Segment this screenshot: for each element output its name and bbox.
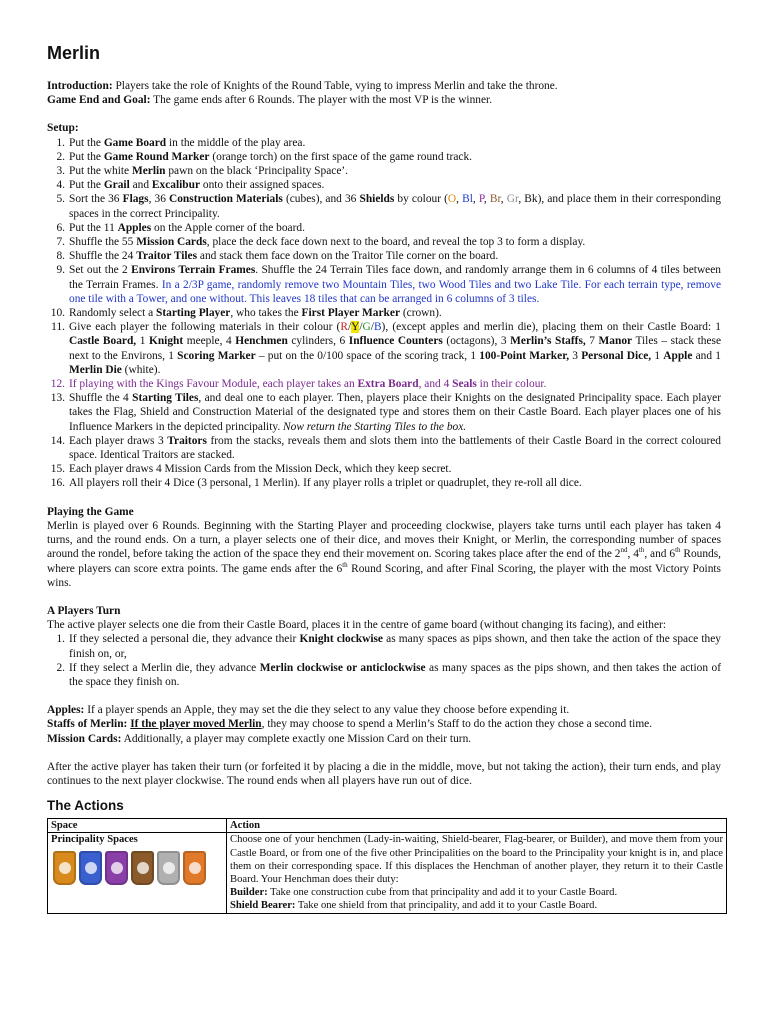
principality-spaces-label: Principality Spaces: [51, 834, 138, 846]
goal-text: The game ends after 6 Rounds. The player with the most VP is the winner.: [150, 94, 493, 107]
principality-banner-icon: [131, 851, 154, 885]
turn-option: 1. If they selected a personal die, they advance their Knight clockwise as many spaces as pips shown, and then take the action of the space they finish on, or,: [56, 633, 721, 660]
setup-list: [47, 136, 721, 491]
turn-end-paragraph: After the active player has taken their turn (or forfeited it by placing a die in the middle, move, but not taking the action), their turn ends, and play continues to the next player clockwise. The round ends when all players have run out of dice.: [47, 760, 721, 787]
intro-line: [47, 79, 721, 93]
setup-step: 7. Shuffle the 55 Mission Cards, place the deck face down next to the board, and reveal the top 3 to form a display.: [56, 236, 586, 249]
mission-cards-rule: Mission Cards: Additionally, a player may complete exactly one Mission Card on their turn.: [47, 732, 472, 745]
goal-label: Game End and Goal:: [47, 94, 151, 107]
color-code-blue: B: [373, 321, 382, 334]
setup-step: 14. Each player draws 3 Traitors from the stacks, reveals them and slots them into the battlements of their Castle Board in the correct coloured space. Identical Traitors are stacked.: [50, 434, 722, 462]
principality-banner-icon: [157, 851, 180, 885]
principality-banners-image: [51, 851, 223, 885]
principality-banner-icon: [105, 851, 128, 885]
setup-step: 5. Sort the 36 Flags, 36 Construction Materials (cubes), and 36 Shields by colour (O, Bl, P, Br, Gr, Bk), and place them in their corresponding spaces in the correct Principality.: [56, 193, 721, 220]
setup-step: 2. Put the Game Round Marker (orange torch) on the first space of the game round track.: [56, 150, 472, 163]
setup-step-kings-favour: 12. If playing with the Kings Favour Module, each player takes an Extra Board, and 4 Seals in their colour.: [50, 378, 547, 391]
actions-table: [47, 818, 727, 913]
principality-banner-icon: [183, 851, 206, 885]
color-code-yellow: Y: [351, 321, 360, 334]
setup-step: 10. Randomly select a Starting Player, who takes the First Player Marker (crown).: [50, 307, 442, 320]
table-row: [48, 833, 727, 913]
setup-heading: Setup:: [47, 122, 79, 135]
document-content: [47, 42, 721, 914]
setup-step: 4. Put the Grail and Excalibur onto their assigned spaces.: [56, 179, 325, 192]
setup-step: 13. Shuffle the 4 Starting Tiles, and deal one to each player. Then, players place their Knights on the designated Principality space. Each player takes the Flag, Shield and Construction Material of the designated type and stores them on their Castle Board. Each player places one of his Influence Markers in the depicted principality. Now return the Starting Tiles to the box.: [50, 392, 722, 433]
playing-heading: Playing the Game: [47, 505, 134, 518]
principality-action-cell: Choose one of your henchmen (Lady-in-waiting, Shield-bearer, Flag-bearer, or Builder), and move them from your Castle Board, or from one of the five other Principalities on the board to the Principality your knight is in, and place them on their corresponding space. If this displaces the Henchman of another player, they return it to their Castle Board. Your Henchman does their duty: Builder: Take one construction cube from that principality and add it to your Castle Board. Shield Bearer: Take one shield from that principality, and add it to your Castle Board.: [227, 833, 727, 913]
turn-options-list: [47, 632, 721, 689]
setup-step: 11. Give each player the following materials in their colour (R/Y/G/B), (except apples and merlin die), placing them on their Castle Board: 1 Castle Board, 1 Knight meeple, 4 Henchmen cylinders, 6 Influence Counters (octagons), 3 Merlin’s Staffs, 7 Manor Tiles – stack these next to the Environs, 1 Scoring Marker – put on the 0/100 space of the scoring track, 1 100-Point Marker, 3 Personal Dice, 1 Apple and 1 Merlin Die (white).: [51, 321, 721, 376]
principality-banner-icon: [53, 851, 76, 885]
turn-option: 2. If they select a Merlin die, they advance Merlin clockwise or anticlockwise as many spaces as the pips shown, and then takes the action of the space they finish on.: [56, 661, 721, 688]
color-code-blue: Bl: [462, 193, 473, 206]
color-code-brown: Br: [489, 193, 501, 206]
principality-action-text: Choose one of your henchmen (Lady-in-waiting, Shield-bearer, Flag-bearer, or Builder), and move them from your Castle Board, or from one of the five other Principalities on the board to the Principality your knight is in, and place them on their corresponding space. If this displaces the Henchman of another player, they return it to their Castle Board. Your Henchman does their duty:: [230, 834, 723, 885]
page-title: Merlin: [47, 43, 101, 63]
apples-rule: Apples: If a player spends an Apple, they may set the die they select to any value they choose before expending it.: [47, 704, 570, 717]
color-code-grey: Gr: [506, 193, 519, 206]
setup-step: 16. All players roll their 4 Dice (3 personal, 1 Merlin). If any player rolls a triplet or quadruplet, they re-roll all dice.: [50, 477, 582, 490]
goal-line: [47, 93, 721, 107]
turn-heading: A Players Turn: [47, 604, 121, 617]
turn-intro: The active player selects one die from their Castle Board, places it in the centre of game board (without changing its facing), and either:: [47, 619, 666, 632]
principality-banner-icon: [79, 851, 102, 885]
column-header-space: Space: [48, 819, 227, 833]
setup-step: 1. Put the Game Board in the middle of the play area.: [56, 136, 306, 149]
variant-note-2-3p: In a 2/3P game, randomly remove two Mountain Tiles, two Wood Tiles and two Lake Tile. For each terrain type, remove one tile with a Tower, and one without. This leaves 18 tiles that can be arranged in 6 columns of 3 tiles.: [69, 278, 722, 305]
playing-paragraph: Merlin is played over 6 Rounds. Beginning with the Starting Player and proceeding clockwise, players take turns until each player has taken 4 turns, and the round ends. On a turn, a player selects one of their dice, and moves their Knight, or Merlin, the corresponding number of spaces around the rondel, before taking the action of the space they end their movement on. Scoring takes place after the end of the 2nd, 4th, and 6th Rounds, where players can score extra points. The game ends after the 6th Round Scoring, and after Final Scoring, the player with the most Victory Points wins.: [47, 519, 722, 589]
setup-step: 9. Set out the 2 Environs Terrain Frames. Shuffle the 24 Terrain Tiles face down, and randomly arrange them in 6 columns of 4 tiles between the Terrain Frames. In a 2/3P game, randomly remove two Mountain Tiles, two Wood Tiles and two Lake Tile. For each terrain type, remove one tile with a Tower, and one without. This leaves 18 tiles that can be arranged in 6 columns of 3 tiles.: [56, 264, 722, 305]
setup-step: 3. Put the white Merlin pawn on the black ‘Principality Space’.: [56, 165, 349, 178]
color-code-orange: O: [447, 193, 457, 206]
column-header-action: Action: [227, 819, 727, 833]
setup-step: 8. Shuffle the 24 Traitor Tiles and stack them face down on the Traitor Tile corner on the board.: [56, 250, 499, 263]
principality-spaces-cell: [48, 833, 227, 913]
actions-table-header: [48, 819, 727, 833]
staffs-rule: Staffs of Merlin: If the player moved Merlin, they may choose to spend a Merlin’s Staff to do the action they chose a second time.: [47, 718, 653, 731]
color-code-green: G: [362, 321, 371, 334]
actions-heading: The Actions: [47, 798, 124, 814]
setup-step: 6. Put the 11 Apples on the Apple corner of the board.: [56, 221, 305, 234]
intro-label: Introduction:: [47, 80, 113, 92]
color-code-red: R: [340, 321, 348, 334]
setup-step: 15. Each player draws 4 Mission Cards from the Mission Deck, which they keep secret.: [50, 463, 452, 476]
color-code-purple: P: [478, 193, 484, 206]
intro-text: Players take the role of Knights of the Round Table, vying to impress Merlin and take the throne.: [112, 80, 558, 92]
